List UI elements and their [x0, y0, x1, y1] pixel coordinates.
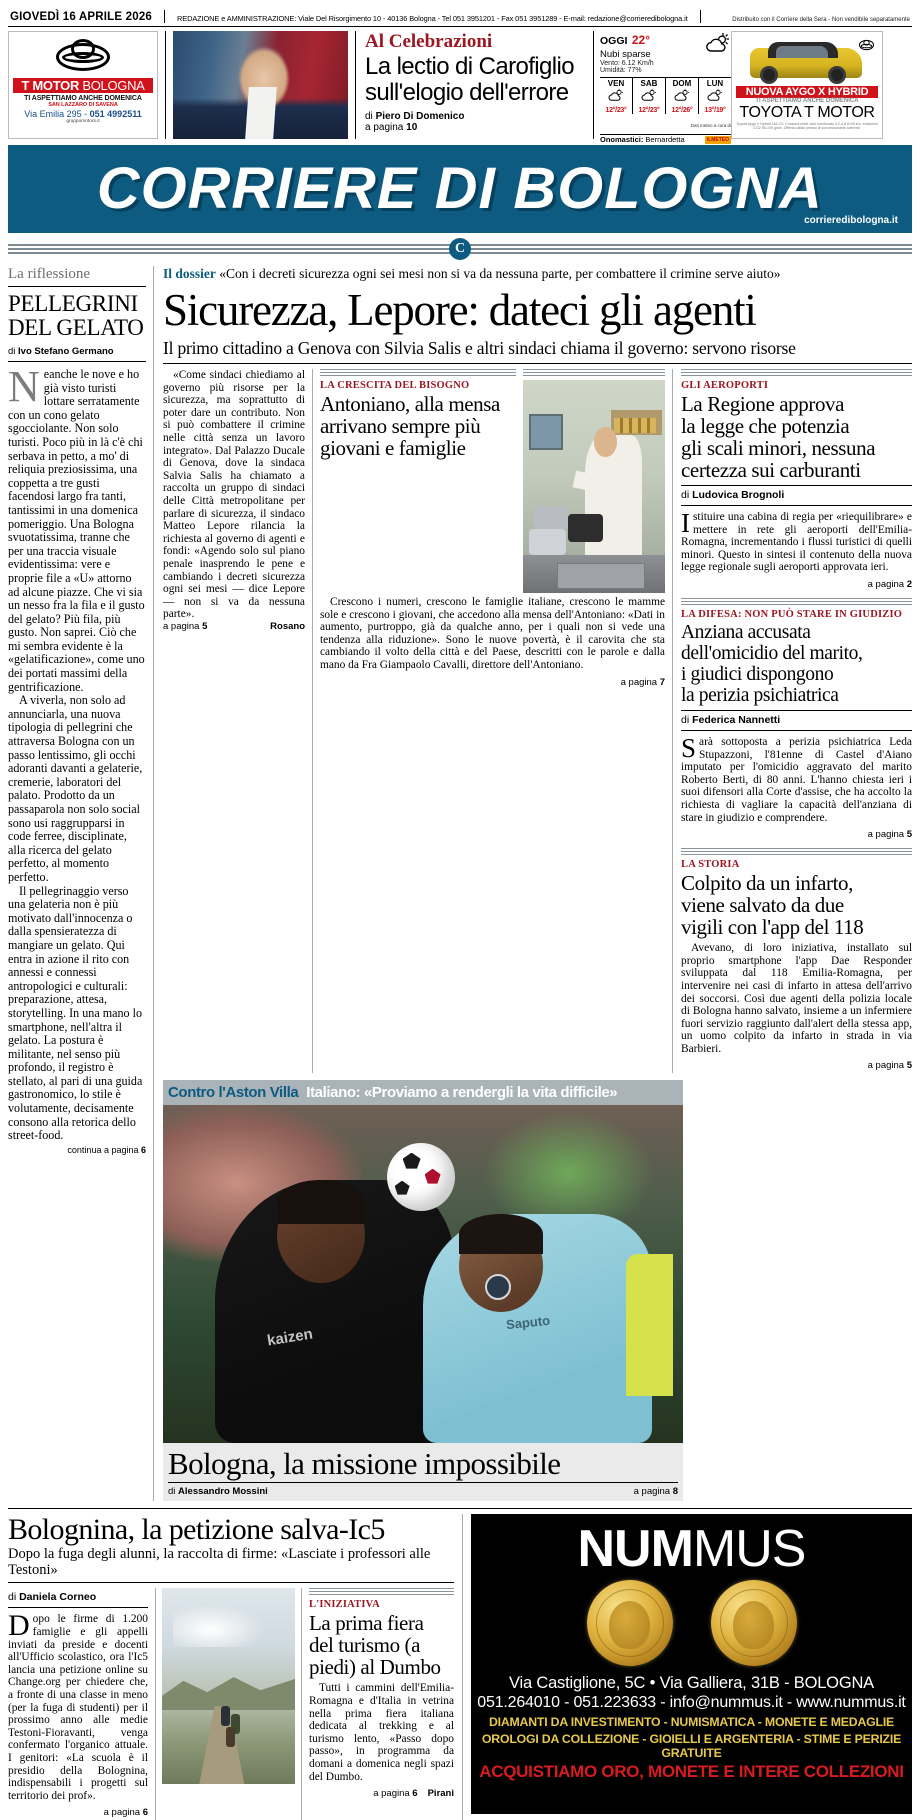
- page-ref-prefix: a pagina: [867, 829, 907, 841]
- airports-page-line[interactable]: [681, 574, 912, 592]
- ad-toyota-t-motor-left[interactable]: [8, 31, 158, 139]
- ad-right-line2: TI ASPETTIAMO ANCHE DOMENICA: [755, 98, 859, 104]
- lead-subhead: Il primo cittadino a Genova con Silvia Salis e altri sindaci chiama il governo: servono risorse: [163, 339, 912, 364]
- airports-paragraph: stituire una cabina di regia per «riequilibrare» e mettere in rete gli aeroporti dell'Emilia-Romagna, incrementando i flussi turistici di quelli minori. Questo in sintesi il contenuto della nuova legge regionale sugli aeroporti approvata ieri.: [681, 511, 912, 574]
- weather-widget[interactable]: [593, 31, 731, 144]
- page-ref-prefix: a pagina: [365, 122, 407, 133]
- reflection-dropcap: N: [8, 362, 40, 411]
- defense-kicker: LA DIFESA: NON PUÒ STARE IN GIUDIZIO: [681, 608, 903, 620]
- dateline-divider-2: [700, 10, 701, 23]
- dossier-quote: «Con i decreti sicurezza ogni sei mesi non si va da nessuna parte, per combattere il crimine serve aiuto»: [219, 266, 781, 281]
- lead-page-ref: [163, 621, 207, 632]
- byline-prefix: di: [8, 1591, 20, 1604]
- story-body: [681, 942, 912, 1055]
- byline-author: Daniela Corneo: [19, 1591, 97, 1604]
- distribution-note: Distribuito con il Corriere della Sera - Non vendibile separatamente: [732, 17, 910, 23]
- section-rule: [681, 369, 912, 376]
- sun-cloud-icon: [705, 31, 731, 55]
- reflection-paragraph: eanche le nove e ho già visto turisti lottare serratamente con un cono gelato sgocciolante. Non solo turisti. Poco più in là c'è chi serbava in petto, a mo' di reliquia preziosissima, una coppetta a tre gusti facendosi largo fra tanti, tantissimi in una domenica pomeriggio. Una Bologna svuotatissima, tranne che per una traccia visuale evidentissima: vere e proprie file a «U» attorno ad alcune piazze. Che vi sia un nesso fra la fila e il gusto del gelato? Più fila, più gusto. Non saprei. Ciò che mi sembra evidente è la «gelatificazione», come uno dei portati massimi della gentrificazione.: [8, 367, 145, 694]
- ad-brand-light: BOLOGNA: [79, 78, 145, 93]
- bolognina-body: [8, 1609, 148, 1802]
- byline-author: Federica Nannetti: [692, 713, 781, 726]
- forecast-day-icon: [699, 88, 731, 107]
- dateline-divider: [164, 10, 165, 23]
- header-divider-1: [165, 31, 166, 139]
- lead-author: Rosano: [270, 620, 305, 632]
- byline-prefix: di: [168, 1486, 179, 1498]
- page-ref-prefix: a pagina: [103, 1807, 143, 1819]
- bolognina-page-line[interactable]: [8, 1802, 148, 1820]
- initiative-page-ref: [373, 1788, 417, 1799]
- byline-author: Ludovica Brognoli: [692, 489, 785, 501]
- weather-today-row: [600, 31, 705, 49]
- ad-left-street: Via Emilia 295 -: [24, 109, 90, 119]
- initiative-author: Pirani: [427, 1788, 454, 1800]
- story-page-line[interactable]: [681, 1055, 912, 1073]
- reflection-title[interactable]: [8, 287, 146, 346]
- byline-prefix: di: [365, 111, 376, 122]
- forecast-day: [600, 78, 633, 114]
- header-feature-page-ref: [365, 122, 593, 133]
- dossier-label: Il dossier: [163, 266, 216, 281]
- football-tag: Contro l'Aston Villa: [168, 1084, 299, 1102]
- weather-credit: Dati meteo a cura di: [690, 123, 731, 128]
- airports-kicker: GLI AEROPORTI: [681, 380, 769, 391]
- initiative-article: [301, 1588, 454, 1820]
- airports-headline-line1: La Regione approva: [681, 392, 845, 416]
- bolognina-dropcap: D: [8, 1609, 30, 1643]
- gold-coin-vittorio-icon: [711, 1580, 797, 1666]
- nummus-logo: [471, 1514, 912, 1579]
- story-kicker: LA STORIA: [681, 859, 740, 871]
- lead-headline[interactable]: Sicurezza, Lepore: dateci gli agenti: [163, 285, 756, 335]
- masthead-banner: [8, 145, 912, 233]
- defense-headline[interactable]: [681, 622, 912, 706]
- airports-headline-line2: la legge che potenzia: [681, 414, 850, 438]
- page-ref-prefix: a pagina: [867, 1060, 907, 1072]
- section-rule: [309, 1588, 454, 1595]
- football-page-ref[interactable]: [634, 1486, 678, 1497]
- trekking-photo-column: [156, 1588, 301, 1820]
- football-match-photo: [163, 1105, 683, 1443]
- nummus-name-light: MUS: [692, 1520, 806, 1579]
- weather-today-temp: 22°: [631, 33, 651, 47]
- kit-sponsor-2-text: Saputo: [505, 1312, 551, 1333]
- antoniano-page-ref: [621, 677, 665, 688]
- airports-headline-line3: gli scali minori, nessuna: [681, 436, 876, 460]
- continue-page-number: 6: [140, 1144, 146, 1155]
- bolognina-article: [8, 1514, 463, 1820]
- byline-author: Ivo Stefano Germano: [18, 346, 114, 357]
- antoniano-article: [313, 369, 673, 1073]
- reflection-continue-ref[interactable]: [8, 1145, 146, 1155]
- ad-left-line2: TI ASPETTIAMO ANCHE DOMENICA: [24, 95, 142, 102]
- page-ref-prefix: a pagina: [163, 620, 203, 632]
- initiative-page-line[interactable]: [309, 1783, 454, 1801]
- bolognina-headline[interactable]: Bolognina, la petizione salva-Ic5: [8, 1513, 385, 1547]
- ad-left-website: gruppomotors.it: [66, 119, 100, 124]
- weather-provider-badge[interactable]: iLMETEO: [706, 136, 729, 143]
- header-feature-block[interactable]: [363, 31, 593, 139]
- lead-body-text: [163, 369, 305, 621]
- kit-sponsor-text: kaizen: [265, 1325, 314, 1350]
- forecast-day-name: DOM: [672, 79, 692, 88]
- masthead-rules: [8, 238, 912, 260]
- nummus-phone: 051.264010 - 051.223633 - info@nummus.it - www.nummus.it: [477, 1694, 906, 1712]
- football-ball: [387, 1143, 455, 1211]
- lead-paragraph: «Come sindaci chiediamo al governo più risorse per la sicurezza, ma soprattutto di poter dare un contributo. Non si può combattere il crimine nelle città senza un lavoro integrato». Dal Palazzo Ducale di Genova, dove la sindaca Salvia Salis ha chiamato a raccolta un gruppo di sindaci delle Città metropolitane per parlare di sicurezza, il sindaco Matteo Lepore rilancia la richiesta al governo di agenti e fondi: «Agendo solo sul piano penale inasprendo le pene e cambiando i decreti sicurezza ogni sei mesi — dice Lepore — non si va da nessuna parte».: [163, 369, 305, 621]
- section-rule: [320, 369, 516, 376]
- byline-author: Alessandro Mossini: [178, 1486, 268, 1498]
- story-headline[interactable]: [681, 872, 912, 938]
- defense-article: [681, 598, 912, 842]
- football-feature[interactable]: [163, 1080, 683, 1501]
- lead-and-sections: [154, 266, 912, 1501]
- reflection-body: [8, 362, 146, 1143]
- defense-headline-line1: Anziana accusata: [681, 621, 811, 643]
- football-quote: Italiano: «Proviamo a rendergli la vita difficile»: [306, 1084, 618, 1102]
- header-divider-2: [355, 31, 356, 139]
- onomastici-value: Bernardetta: [643, 135, 685, 144]
- header-feature-headline-line2: sull'elogio dell'errore: [365, 79, 569, 106]
- ad-brand-bar: [13, 78, 153, 93]
- football-caption-title[interactable]: Bologna, la missione impossibile: [168, 1447, 678, 1483]
- header-feature-kicker: Al Celebrazioni: [365, 31, 493, 52]
- initiative-headline-line2: del turismo (a: [309, 1633, 421, 1658]
- reflection-paragraph: A viverla, non solo ad annunciarla, una nuova tipologia di pellegrini che attraversa Bologna con un passo lentissimo, gli occhi adoranti davanti a gelaterie, cremerie, laboratori del palato. Prodotto da un passaparola non solo social sono usi raggrupparsi in code ferree, disciplinate, alla ricerca del gelato perfetto, al momento perfetto.: [8, 693, 143, 884]
- header-feature-byline: [365, 111, 593, 122]
- header-strip: [8, 31, 912, 144]
- bolognina-subhead: Dopo la fuga degli alunni, la raccolta di firme: «Lasciate i professori alle Testoni»: [8, 1546, 454, 1583]
- story-headline-line2: viene salvato da due: [681, 893, 844, 918]
- antoniano-kicker: LA CRESCITA DEL BISOGNO: [320, 380, 470, 391]
- antoniano-headline-line3: giovani e famiglie: [320, 436, 466, 460]
- section-rule: [523, 369, 665, 376]
- forecast-day-icon: [666, 88, 698, 107]
- bolognina-paragraph: opo le firme di 1.200 famiglie e gli appelli inviati da preside e docenti all'Ufficio scolastico, ora l'Ic5 lancia una petizione online su Change.org per chiedere che, a fronte di una classe in meno (per la fuga di studenti) per il prossimo anno alle medie Testoni-Fioravanti, venga confermato l'organico attuale. I genitori: «La scuola è il presidio della Bolognina, indispensabili i progetti sul territorio dei prof».: [8, 1613, 148, 1802]
- weather-forecast-grid: [600, 77, 731, 114]
- ad-nummus[interactable]: [471, 1514, 912, 1814]
- dossier-line: [163, 266, 912, 285]
- newspaper-title: CORRIERE DI BOLOGNA: [96, 156, 824, 221]
- page-ref-number: 10: [406, 122, 418, 133]
- airports-article: [681, 369, 912, 592]
- airports-headline-line4: certezza sui carburanti: [681, 458, 861, 482]
- page-ref-prefix: a pagina: [633, 1486, 673, 1498]
- bottom-section: [8, 1508, 912, 1820]
- initiative-paragraph: Tutti i cammini dell'Emilia-Romagna e d'Italia in vetrina nella prima fiera italiana dedicata al trekking e al turismo lento, «Passo dopo passo», in programma da domani a domenica negli spazi del Dumbo.: [309, 1682, 454, 1783]
- masthead-admin-info: REDAZIONE e AMMINISTRAZIONE: Viale Del Risorgimento 10 - 40136 Bologna - Tel 051 3951201 - Fax 051 3951289 - E-mail: redazione@corrieredibologna.it: [177, 14, 688, 23]
- page-ref-number: 6: [142, 1807, 148, 1819]
- story-page-ref: [868, 1060, 912, 1071]
- initiative-body: [309, 1682, 454, 1783]
- ad-right-brand: TOYOTA T MOTOR: [739, 104, 875, 121]
- nummus-address: Via Castiglione, 5C • Via Galliera, 31B - BOLOGNA: [509, 1674, 874, 1693]
- nummus-coins: [471, 1580, 912, 1666]
- defense-headline-line2: dell'omicidio del marito,: [681, 642, 863, 664]
- publication-date: GIOVEDÌ 16 APRILE 2026: [10, 11, 153, 23]
- page-ref-prefix: a pagina: [867, 578, 907, 590]
- forecast-day-icon: [633, 88, 665, 107]
- reflection-title-line2: DEL GELATO: [8, 315, 144, 340]
- ad-right-bar: NUOVA AYGO X HYBRID: [736, 86, 878, 98]
- main-content-grid: [8, 266, 912, 1501]
- antoniano-kitchen-photo: [523, 380, 665, 593]
- forecast-day-name: LUN: [706, 79, 724, 88]
- defense-byline: [681, 710, 912, 731]
- onomastici-label: Onomastici:: [600, 135, 644, 144]
- page-ref-number: 6: [412, 1788, 418, 1800]
- page-ref-number: 8: [672, 1486, 678, 1498]
- football-caption-block: [163, 1443, 683, 1501]
- onomastici: [600, 135, 685, 144]
- initiative-headline-line3: piedi) al Dumbo: [309, 1655, 441, 1680]
- byline-author: Piero Di Domenico: [375, 111, 465, 122]
- defense-body: [681, 732, 912, 824]
- defense-headline-line4: la perizia psichiatrica: [681, 684, 839, 706]
- reflection-paragraph: Il pellegrinaggio verso una gelateria non è più motivato dall'innocenza o dalla spensieratezza di mangiare un gelato. Qui entra in azione il rito con annessi e connessi antropologici e culturali: preparazione, attesa, storytelling. In una mano lo smartphone, nell'altra il gelato. La postura è militante, nel senso più profondo, il registro è stellato, al pari di una guida gastronomico, lo stile è volutamente, decisamente consono alla retorica dello street-food.: [8, 883, 143, 1143]
- nummus-services-line2: OROLOGI DA COLLEZIONE - GIOIELLI E ARGENTERIA - STIME E PERIZIE GRATUITE: [481, 1732, 902, 1761]
- byline-prefix: di: [8, 346, 19, 357]
- defense-page-ref: [868, 829, 912, 840]
- toyota-logo-icon: [858, 38, 875, 50]
- nummus-services-line1: DIAMANTI DA INVESTIMENTO - NUMISMATICA - MONETE E MEDAGLIE: [488, 1715, 895, 1730]
- gold-coin-elizabeth-icon: [587, 1580, 673, 1666]
- weather-wind: Vento: 6.12 Km/h: [600, 60, 654, 67]
- ad-left-line3: SAN LAZZARO DI SAVENA: [48, 102, 118, 108]
- ad-left-phone: 051 4992511: [89, 109, 142, 119]
- ad-brand-bold: T MOTOR: [21, 78, 80, 93]
- football-banner-bar: [163, 1080, 683, 1105]
- secondary-articles-row: [163, 369, 912, 1073]
- reflection-kicker: La riflessione: [8, 266, 146, 287]
- reflection-title-line1: PELLEGRINI: [8, 291, 138, 316]
- lead-body-column: [163, 369, 313, 1073]
- nummus-buy-line: ACQUISTIAMO ORO, MONETE E INTERE COLLEZIONI: [479, 1762, 904, 1782]
- story-headline-line1: Colpito da un infarto,: [681, 871, 854, 896]
- section-rule: [681, 598, 912, 605]
- forecast-day-temps: 12°/23°: [605, 107, 627, 114]
- bolognina-byline: [8, 1588, 148, 1608]
- antoniano-page-line[interactable]: [320, 672, 665, 690]
- weather-today-label: OGGI: [600, 35, 628, 47]
- antoniano-body: [320, 596, 665, 672]
- weather-humidity: Umidità: 77%: [600, 67, 642, 74]
- page-ref-prefix: a pagina: [620, 676, 660, 688]
- toyota-logo-icon: [56, 39, 110, 75]
- trekking-photo: [162, 1588, 295, 1784]
- ad-toyota-aygo-right[interactable]: [731, 31, 883, 139]
- weather-condition: Nubi sparse: [600, 49, 651, 60]
- story-paragraph: Avevano, di loro iniziativa, installato sul proprio smartphone l'app Dae Responder sviluppata dal 118 Emilia-Romagna, per intervenire nei casi di infarto in attesa dell'arrivo dei soccorsi. Così due agenti della polizia locale di Bologna hanno salvato, insieme a un infermiere fuori servizio raggiunto dall'alert della stessa app, un uomo colpito da infarto in strada in via Barbieri.: [681, 942, 912, 1055]
- initiative-kicker: L'INIZIATIVA: [309, 1599, 380, 1611]
- header-feature-headline-line1: La lectio di Carofiglio: [365, 53, 574, 80]
- page-ref-number: 2: [906, 578, 912, 590]
- forecast-day-temps: 12°/26°: [671, 107, 693, 114]
- page-ref-number: 5: [906, 1060, 912, 1072]
- initiative-headline-line1: La prima fiera: [309, 1611, 424, 1636]
- reflection-byline: [8, 346, 146, 362]
- antoniano-headline-line1: Antoniano, alla mensa: [320, 392, 500, 416]
- defense-page-line[interactable]: [681, 824, 912, 842]
- continue-prefix: continua a pagina: [67, 1144, 141, 1155]
- carofiglio-photo: [173, 31, 348, 139]
- antoniano-headline[interactable]: [320, 393, 516, 459]
- ad-nummus-wrapper[interactable]: [463, 1514, 912, 1820]
- page-ref-number: 5: [202, 620, 208, 632]
- defense-dropcap: S: [681, 732, 697, 763]
- bolognina-body-column: [8, 1588, 156, 1820]
- corriere-c-badge-icon: C: [449, 238, 471, 260]
- reflection-column: [8, 266, 154, 1501]
- nummus-name-bold: NUM: [577, 1520, 693, 1579]
- story-article: [681, 848, 912, 1073]
- page-ref-number: 7: [659, 676, 665, 688]
- page-ref-prefix: a pagina: [373, 1788, 413, 1800]
- dateline-bar: [8, 0, 912, 27]
- aygo-car-photo: [736, 36, 878, 84]
- byline-prefix: di: [681, 713, 693, 726]
- lead-page-line[interactable]: [163, 621, 305, 632]
- ad-left-address: [24, 109, 141, 119]
- defense-headline-line3: i giudici dispongono: [681, 663, 834, 685]
- forecast-day: [699, 78, 731, 114]
- airports-body: [681, 508, 912, 574]
- masthead-website[interactable]: corrieredibologna.it: [804, 215, 898, 226]
- forecast-day-temps: 13°/19°: [704, 107, 726, 114]
- story-headline-line3: vigili con l'app del 118: [681, 915, 864, 940]
- ad-right-legal: Toyota Aygo X Hybrid 116 CV. Consumi medi ciclo combinato 4,2-4,8 l/100 km, emissioni CO2 96-109 g/km. Offerta valida presso le concessionarie aderenti.: [736, 122, 878, 131]
- forecast-day: [666, 78, 699, 114]
- defense-paragraph: arà sottoposta a perizia psichiatrica Leda Stupazzoni, l'81enne di Castel d'Aiano imputato per l'omicidio aggravato del marito Roberto Berti, di 80 anni. L'hanno chiesta ieri i suoi difensori alla Corte d'assise, che ha accolto la richiesta di vagliare la capacità dell'anziana di stare in giudizio e comprendere.: [681, 735, 912, 824]
- antoniano-paragraph: Crescono i numeri, crescono le famiglie italiane, crescono le mamme sole e crescono i giovani, che accedono alla mensa dell'Antoniano: «Dati in aumento, purtroppo, già da qualche anno, per i quali non si vede una tendenza alla riduzione». Sono le nuove povertà, è il carovita che sta cambiando il volto della città e del Paese, descritti con le parole e dalla mano da Fra Giampaolo Cavalli, direttore dell'Antoniano.: [320, 596, 665, 671]
- forecast-day-name: VEN: [607, 79, 625, 88]
- forecast-day-name: SAB: [640, 79, 658, 88]
- forecast-day-temps: 12°/23°: [638, 107, 660, 114]
- airports-headline[interactable]: [681, 393, 912, 481]
- right-articles-column: [673, 369, 912, 1073]
- initiative-headline[interactable]: [309, 1612, 454, 1678]
- bolognina-page-ref: [104, 1807, 148, 1818]
- airports-byline: [681, 485, 912, 506]
- airports-dropcap: I: [681, 508, 690, 538]
- antoniano-headline-line2: arrivano sempre più: [320, 414, 481, 438]
- forecast-day: [633, 78, 666, 114]
- section-rule: [681, 848, 912, 855]
- page-ref-number: 5: [906, 829, 912, 841]
- airports-page-ref: [868, 579, 912, 590]
- byline-prefix: di: [681, 489, 693, 501]
- forecast-day-icon: [600, 88, 632, 107]
- football-byline: [168, 1486, 268, 1497]
